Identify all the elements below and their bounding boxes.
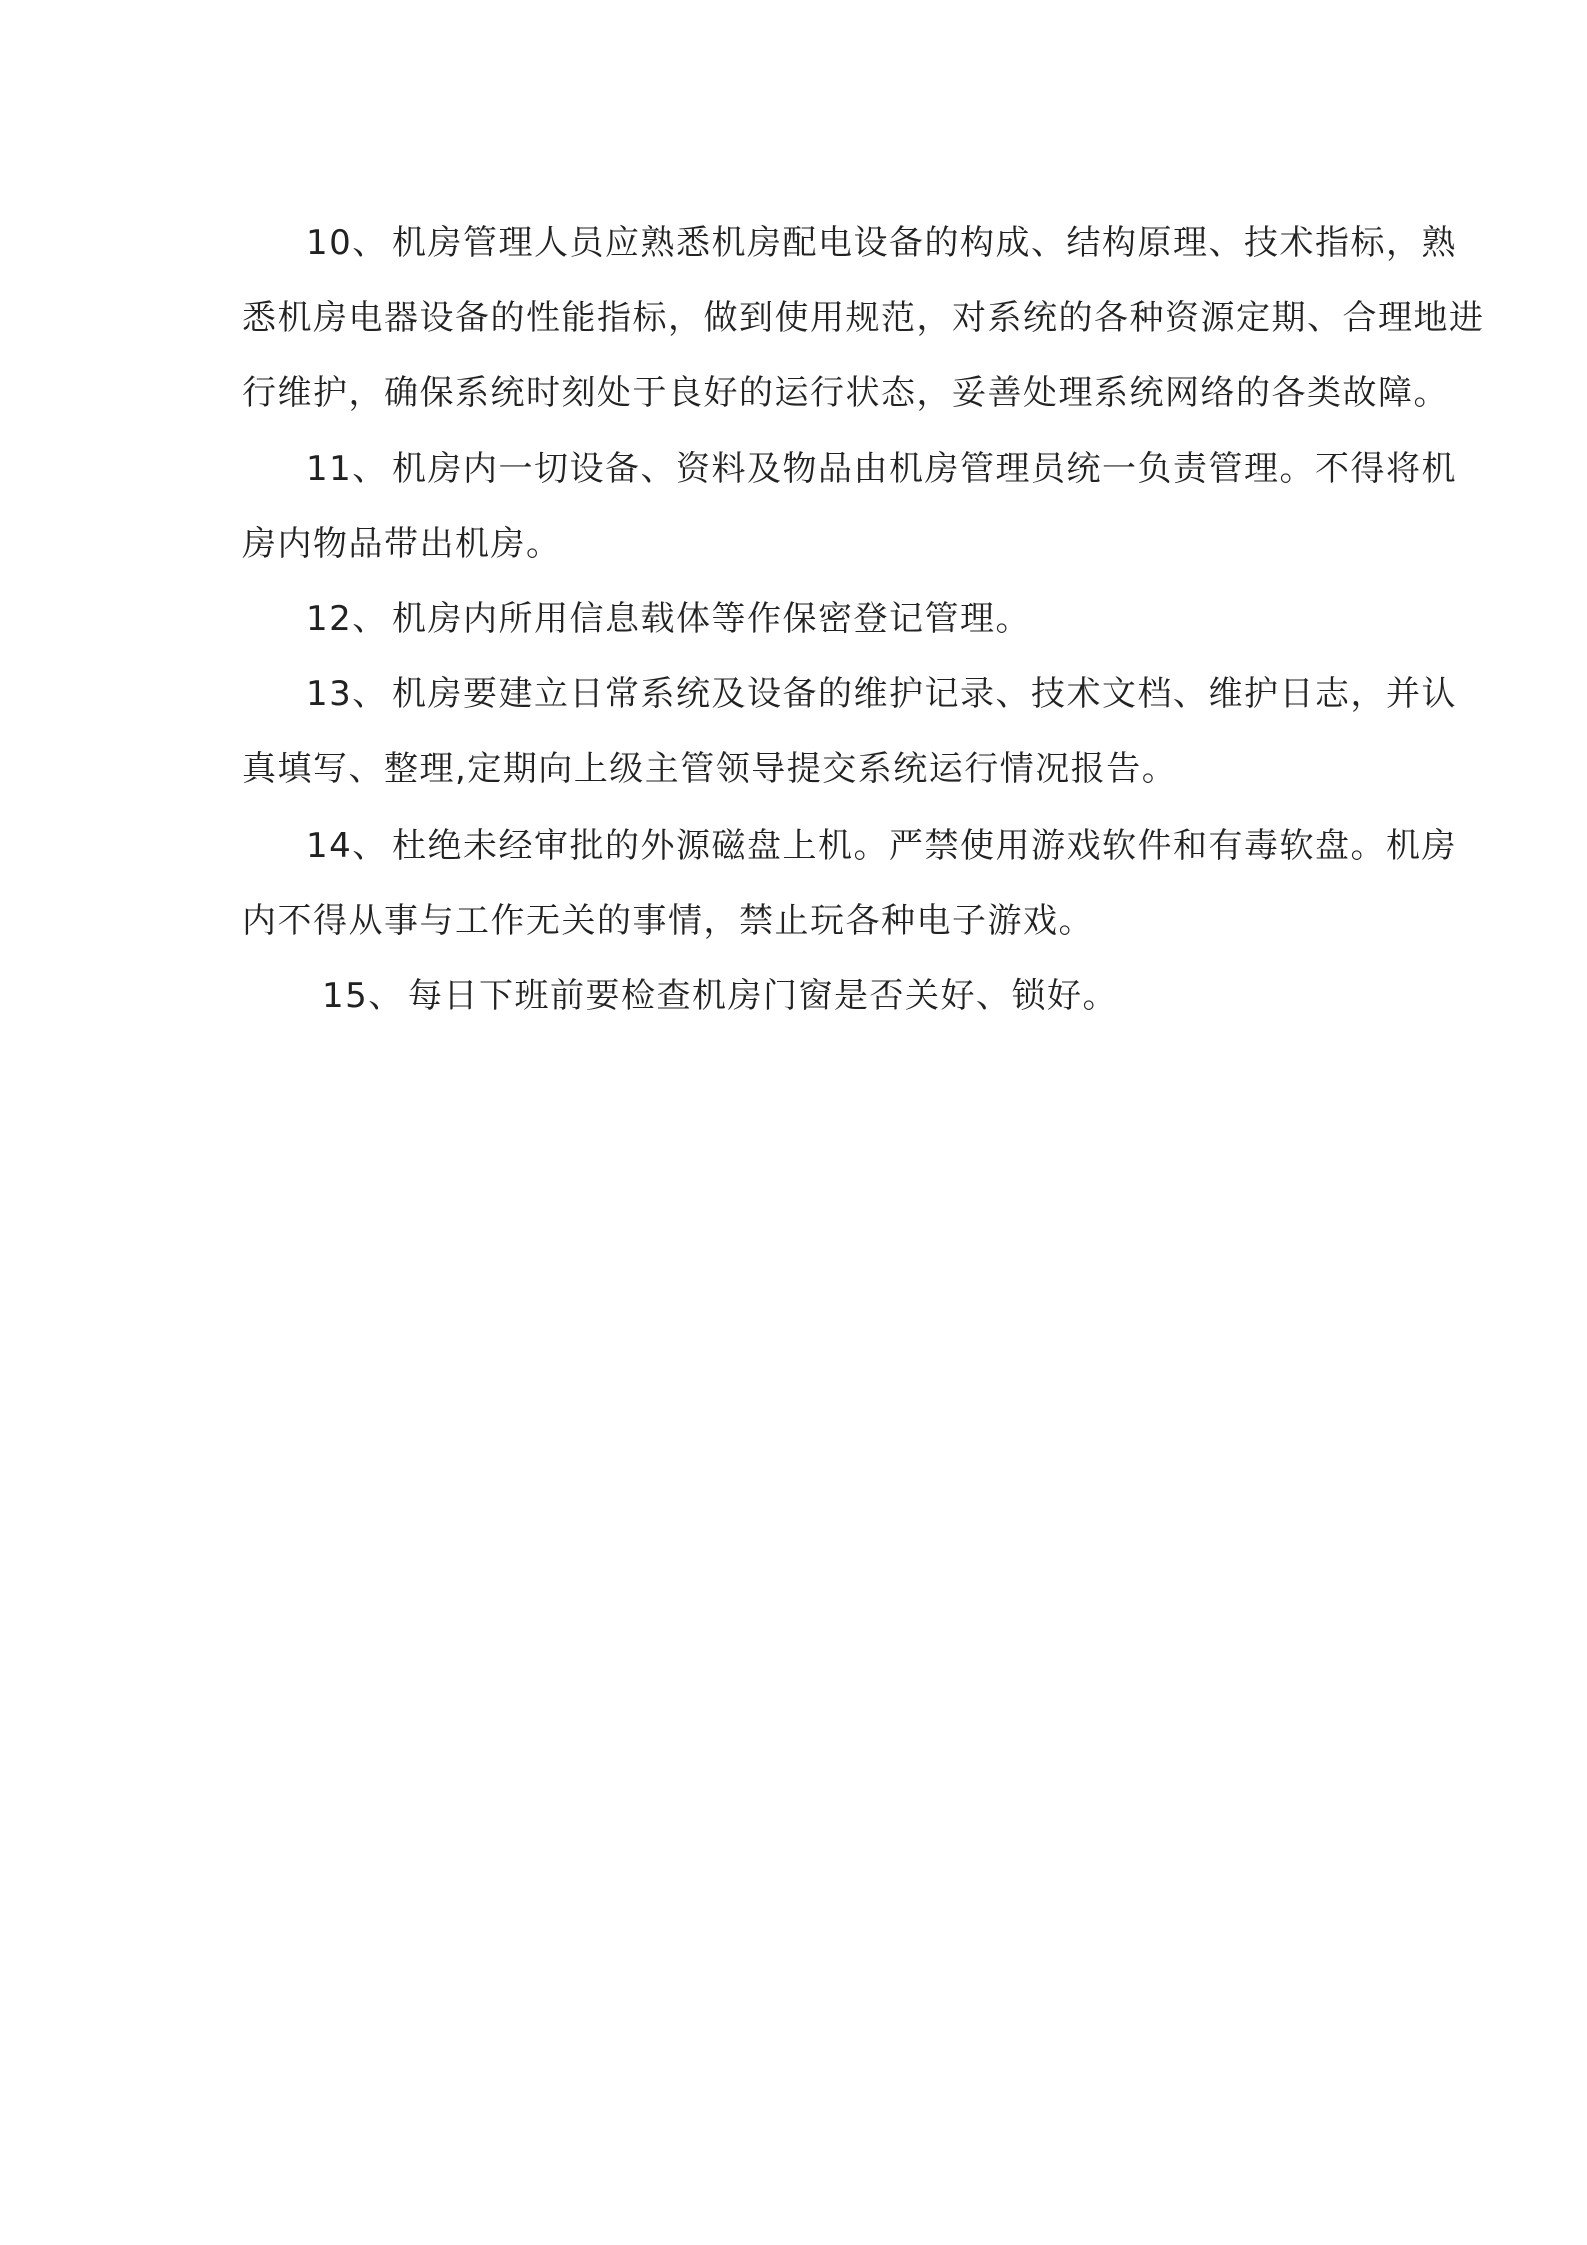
item-14-line-1 xyxy=(306,826,1457,866)
item-13-line-1 xyxy=(306,674,1457,714)
item-number: 13、 xyxy=(306,674,388,714)
item-text: 机房内一切设备、资料及物品由机房管理员统一负责管理。不得将机 xyxy=(392,449,1457,489)
item-number: 15、 xyxy=(322,976,404,1016)
item-number: 14、 xyxy=(306,826,388,866)
item-10-line-3: 行维护，确保系统时刻处于良好的运行状态，妥善处理系统网络的各类故障。 xyxy=(242,373,1449,413)
item-13-line-2: 真填写、整理,定期向上级主管领导提交系统运行情况报告。 xyxy=(242,749,1178,789)
item-10-line-1 xyxy=(306,223,1457,263)
item-text: 机房管理人员应熟悉机房配电设备的构成、结构原理、技术指标，熟 xyxy=(392,223,1457,263)
item-number: 10、 xyxy=(306,223,388,263)
item-number: 11、 xyxy=(306,449,388,489)
item-text: 每日下班前要检查机房门窗是否关好、锁好。 xyxy=(408,976,1118,1016)
item-text: 机房要建立日常系统及设备的维护记录、技术文档、维护日志，并认 xyxy=(392,674,1457,714)
item-12-line-1 xyxy=(306,599,1031,639)
item-text: 杜绝未经审批的外源磁盘上机。严禁使用游戏软件和有毒软盘。机房 xyxy=(392,826,1457,866)
item-10-line-2: 悉机房电器设备的性能指标，做到使用规范，对系统的各种资源定期、合理地进 xyxy=(242,298,1485,338)
item-11-line-2: 房内物品带出机房。 xyxy=(242,524,562,564)
item-text: 机房内所用信息载体等作保密登记管理。 xyxy=(392,599,1031,639)
item-15-line-1 xyxy=(322,976,1118,1016)
item-11-line-1 xyxy=(306,449,1457,489)
item-14-line-2: 内不得从事与工作无关的事情，禁止玩各种电子游戏。 xyxy=(242,901,1094,941)
item-number: 12、 xyxy=(306,599,388,639)
